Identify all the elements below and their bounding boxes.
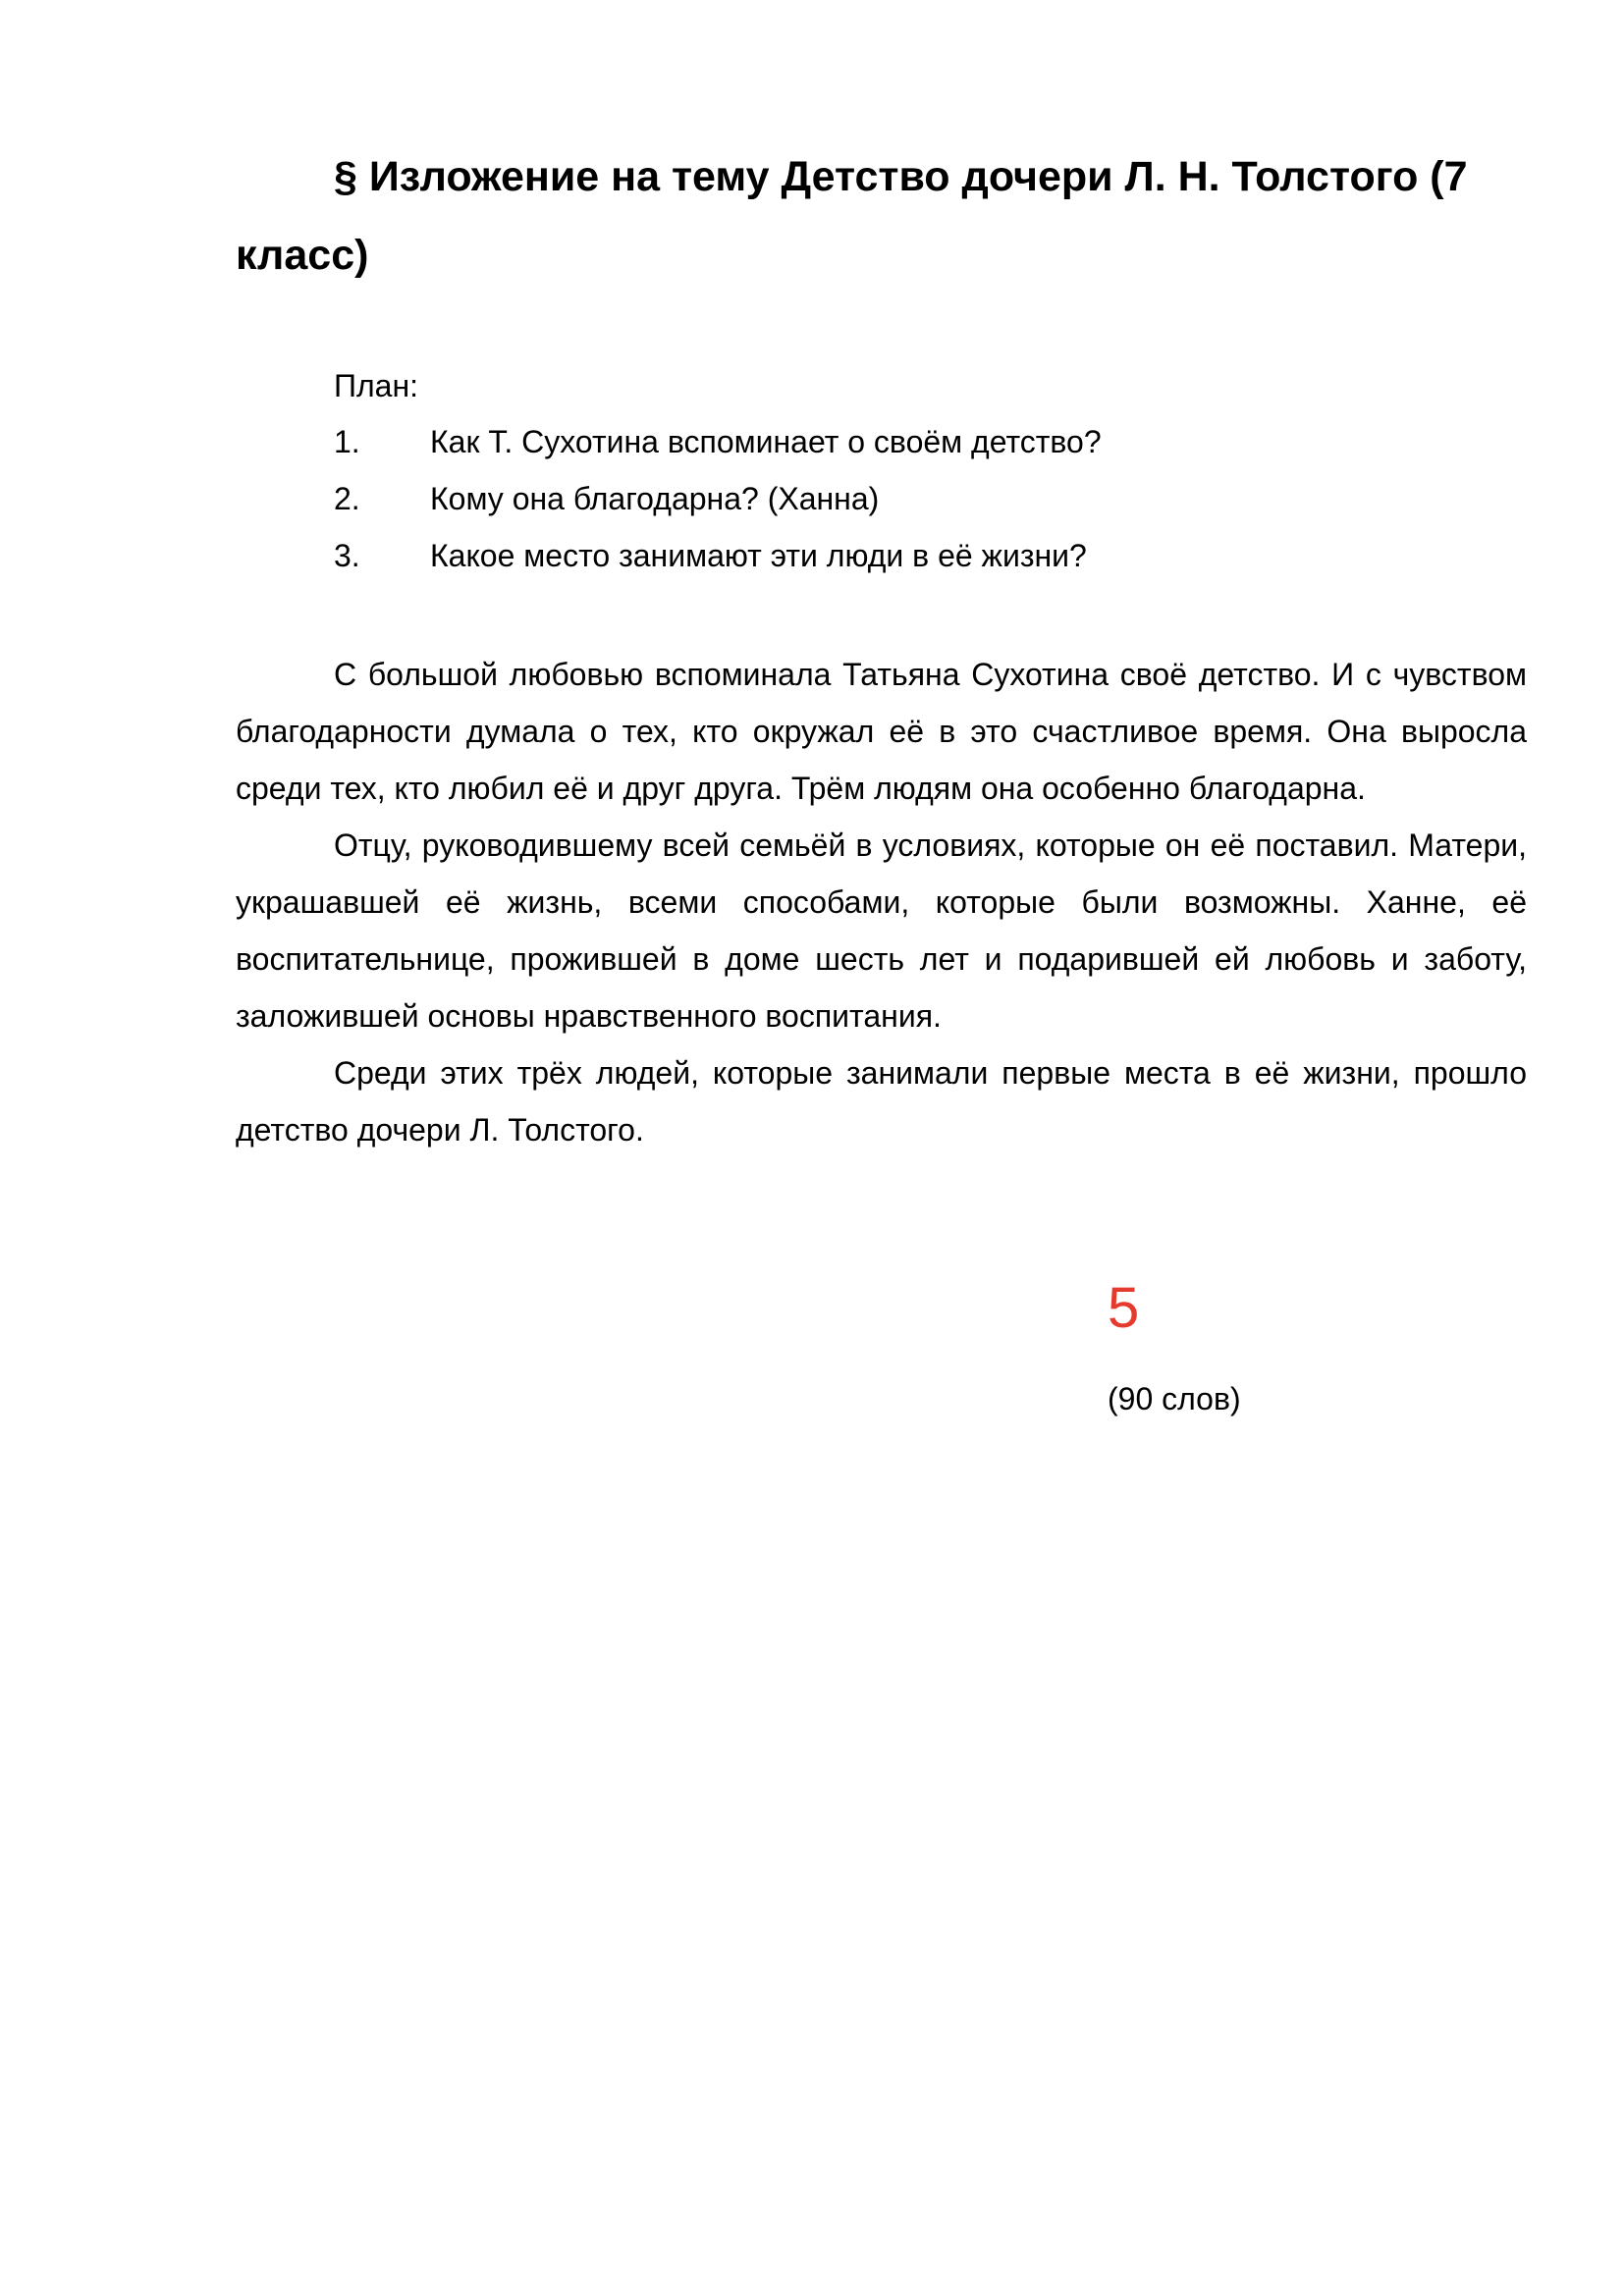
plan-heading: План: [334,368,419,403]
grade-mark: 5 [1108,1276,1140,1340]
plan-item [334,422,1512,479]
word-count: (90 слов) [1108,1381,1241,1416]
plan-list [334,422,1512,593]
plan-item-text: Какое место занимают эти люди в её жизни? [430,538,1087,573]
plan-item-number: 1. [334,424,360,459]
plan-item [334,479,1512,536]
essay-paragraph: Отцу, руководившему всей семьёй в условиях, которые он её поставил. Матери, украшавшей её жизнь, всеми способами, которые были возможны. Ханне, её воспитательнице, прожившей в доме шесть лет и подарившей ей любовь и заботу, заложившей основы нравственного воспитания. [236,828,1527,1034]
essay-body [236,646,1527,1158]
essay-paragraph: Среди этих трёх людей, которые занимали первые места в её жизни, прошло детство дочери Л. Толстого. [236,1055,1527,1148]
plan-item-text: Как Т. Сухотина вспоминает о своём детство? [430,424,1102,459]
plan-item-number: 3. [334,538,360,573]
document-title: § Изложение на тему Детство дочери Л. Н. Толстого (7 класс) [236,153,1468,279]
essay-paragraph: С большой любовью вспоминала Татьяна Сухотина своё детство. И с чувством благодарности думала о тех, кто окружал её в это счастливое время. Она выросла среди тех, кто любил её и друг друга. Трём людям она особенно благодарна. [236,657,1527,806]
plan-item-text: Кому она благодарна? (Ханна) [430,481,880,516]
plan-item [334,536,1512,593]
plan-item-number: 2. [334,481,360,516]
